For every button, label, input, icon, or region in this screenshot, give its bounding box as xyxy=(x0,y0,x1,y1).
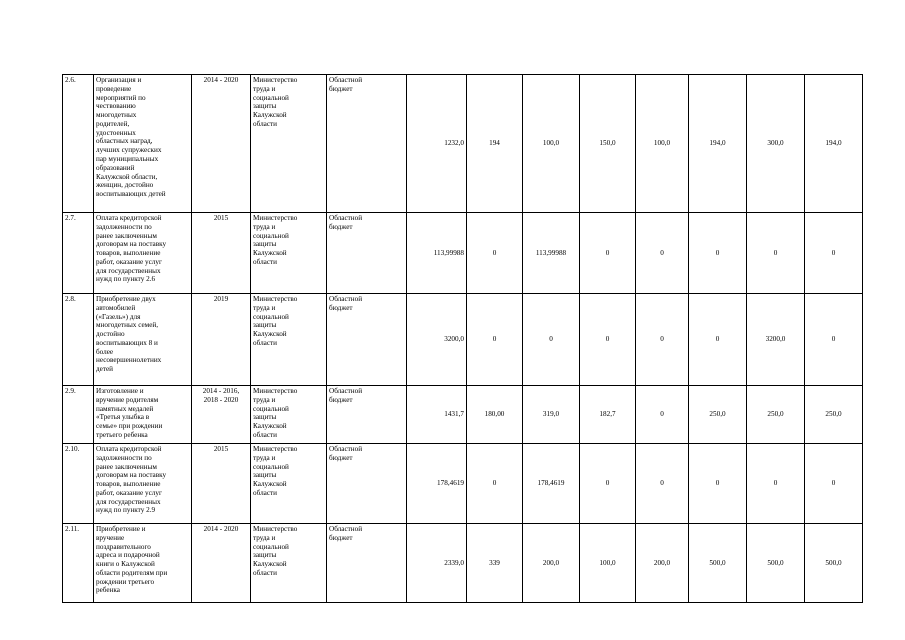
year-amount-cell: 500,0 xyxy=(689,524,747,603)
activity-name-cell: Оплата кредиторской задолженности по ранее заключенным договорам на поставку товаров, выполнение работ, оказание услуг для государственных нужд по пункту 2.6 xyxy=(94,213,192,294)
year-amount-cell: 180,00 xyxy=(467,386,523,444)
table-row xyxy=(63,524,863,603)
row-number-cell: 2.7. xyxy=(63,213,94,294)
year-amount-cell: 3200,0 xyxy=(747,294,805,386)
year-amount-cell: 0 xyxy=(689,294,747,386)
funding-source-cell: Областной бюджет xyxy=(327,386,407,444)
executor-cell: Министерство труда и социальной защиты Калужской области xyxy=(251,213,327,294)
period-cell: 2014 - 2020 xyxy=(192,524,251,603)
year-amount-cell: 100,0 xyxy=(580,524,636,603)
period-cell: 2014 - 2020 xyxy=(192,75,251,213)
year-amount-cell: 0 xyxy=(689,444,747,524)
year-amount-cell: 0 xyxy=(747,213,805,294)
year-amount-cell: 0 xyxy=(467,444,523,524)
activity-name-cell: Изготовление и вручение родителям памятных медалей «Третья улыбка в семье» при рождении третьего ребенка xyxy=(94,386,192,444)
year-amount-cell: 194,0 xyxy=(689,75,747,213)
year-amount-cell: 500,0 xyxy=(805,524,863,603)
year-amount-cell: 100,0 xyxy=(636,75,689,213)
total-amount-cell: 1431,7 xyxy=(407,386,467,444)
year-amount-cell: 500,0 xyxy=(747,524,805,603)
table-row xyxy=(63,294,863,386)
total-amount-cell: 178,4619 xyxy=(407,444,467,524)
year-amount-cell: 0 xyxy=(805,213,863,294)
year-amount-cell: 100,0 xyxy=(523,75,580,213)
year-amount-cell: 0 xyxy=(467,294,523,386)
activity-name-cell: Оплата кредиторской задолженности по ранее заключенным договорам на поставку товаров, выполнение работ, оказание услуг для государственных нужд по пункту 2.9 xyxy=(94,444,192,524)
year-amount-cell: 0 xyxy=(636,444,689,524)
year-amount-cell: 0 xyxy=(467,213,523,294)
activity-name-cell: Организация и проведение мероприятий по чествованию многодетных родителей, удостоенных областных наград, лучших супружеских пар муниципальных образований Калужской области, женщин, достойно воспитывающих детей xyxy=(94,75,192,213)
year-amount-cell: 0 xyxy=(805,294,863,386)
year-amount-cell: 113,99988 xyxy=(523,213,580,294)
table-row xyxy=(63,444,863,524)
executor-cell: Министерство труда и социальной защиты Калужской области xyxy=(251,386,327,444)
year-amount-cell: 339 xyxy=(467,524,523,603)
year-amount-cell: 0 xyxy=(636,294,689,386)
year-amount-cell: 0 xyxy=(636,213,689,294)
executor-cell: Министерство труда и социальной защиты Калужской области xyxy=(251,444,327,524)
year-amount-cell: 178,4619 xyxy=(523,444,580,524)
period-cell: 2015 xyxy=(192,444,251,524)
year-amount-cell: 319,0 xyxy=(523,386,580,444)
funding-source-cell: Областной бюджет xyxy=(327,75,407,213)
funding-source-cell: Областной бюджет xyxy=(327,444,407,524)
year-amount-cell: 150,0 xyxy=(580,75,636,213)
row-number-cell: 2.6. xyxy=(63,75,94,213)
period-cell: 2019 xyxy=(192,294,251,386)
total-amount-cell: 113,99988 xyxy=(407,213,467,294)
total-amount-cell: 3200,0 xyxy=(407,294,467,386)
executor-cell: Министерство труда и социальной защиты Калужской области xyxy=(251,524,327,603)
table-body xyxy=(63,75,863,603)
executor-cell: Министерство труда и социальной защиты Калужской области xyxy=(251,294,327,386)
table-row xyxy=(63,75,863,213)
year-amount-cell: 0 xyxy=(636,386,689,444)
year-amount-cell: 182,7 xyxy=(580,386,636,444)
activity-name-cell: Приобретение двух автомобилей («Газель») для многодетных семей, достойно воспитывающих 8 и более несовершеннолетних детей xyxy=(94,294,192,386)
row-number-cell: 2.10. xyxy=(63,444,94,524)
table-row xyxy=(63,386,863,444)
row-number-cell: 2.9. xyxy=(63,386,94,444)
row-number-cell: 2.11. xyxy=(63,524,94,603)
period-cell: 2014 - 2016, 2018 - 2020 xyxy=(192,386,251,444)
year-amount-cell: 0 xyxy=(805,444,863,524)
year-amount-cell: 0 xyxy=(580,213,636,294)
year-amount-cell: 250,0 xyxy=(747,386,805,444)
program-activities-table xyxy=(62,74,863,603)
activity-name-cell: Приобретение и вручение поздравительного адреса и подарочной книги о Калужской области родителям при рождении третьего ребенка xyxy=(94,524,192,603)
row-number-cell: 2.8. xyxy=(63,294,94,386)
funding-source-cell: Областной бюджет xyxy=(327,524,407,603)
year-amount-cell: 250,0 xyxy=(805,386,863,444)
table-row xyxy=(63,213,863,294)
executor-cell: Министерство труда и социальной защиты Калужской области xyxy=(251,75,327,213)
funding-source-cell: Областной бюджет xyxy=(327,294,407,386)
year-amount-cell: 0 xyxy=(580,444,636,524)
year-amount-cell: 200,0 xyxy=(523,524,580,603)
year-amount-cell: 250,0 xyxy=(689,386,747,444)
year-amount-cell: 194 xyxy=(467,75,523,213)
year-amount-cell: 0 xyxy=(580,294,636,386)
year-amount-cell: 300,0 xyxy=(747,75,805,213)
total-amount-cell: 1232,0 xyxy=(407,75,467,213)
year-amount-cell: 0 xyxy=(689,213,747,294)
year-amount-cell: 194,0 xyxy=(805,75,863,213)
year-amount-cell: 200,0 xyxy=(636,524,689,603)
year-amount-cell: 0 xyxy=(747,444,805,524)
funding-source-cell: Областной бюджет xyxy=(327,213,407,294)
total-amount-cell: 2339,0 xyxy=(407,524,467,603)
period-cell: 2015 xyxy=(192,213,251,294)
year-amount-cell: 0 xyxy=(523,294,580,386)
